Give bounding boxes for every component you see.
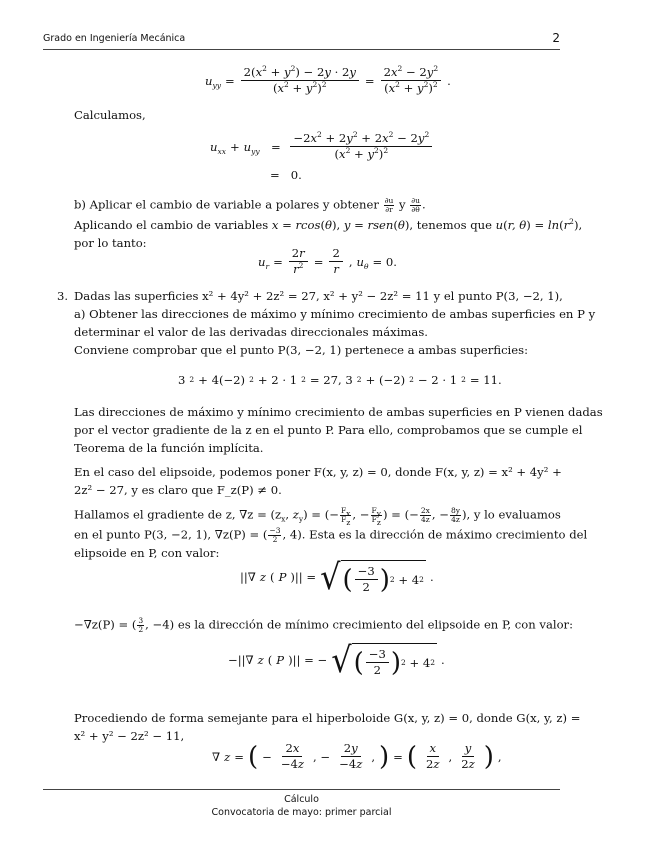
footer-course: Cálculo xyxy=(284,794,319,805)
hallamos-line2: en el punto P(3, −2, 1), ∇z(P) = ( $\frac{-3}{2}$ , 4). Esta es la dirección de máximo crecimiento del xyxy=(74,526,588,544)
equation-laplacian: $u_{xx}$ + $u_{yy}$ = $\frac{-2x^2 + 2y^2 + 2x^2 - 2y^2}{(x^2 + y^2)^2}$ xyxy=(210,132,434,161)
equation-ur: $u_r$ = $\frac{2r}{r^2}$ = $\frac{2}{r}$ , $u_\theta$ = 0. xyxy=(258,246,397,276)
para-dir-2: por el vector gradiente de la z en el punto P. Para ello, comprobamos que se cumple el xyxy=(74,423,583,437)
item3-line4: Conviene comprobar que el punto P(3, −2, 1) pertenece a ambas superficies: xyxy=(74,343,528,357)
item3-line1: Dadas las superficies x² + 4y² + 2z² = 27, x² + y² − 2z² = 11 y el punto P(3, −2, 1), xyxy=(74,289,563,303)
equation-norm-min: −||∇ z ( P )|| = − √ ( $\frac{-3}{2}$ ) 2 + 4 2 . xyxy=(228,639,445,681)
text-b-intro: b) Aplicar el cambio de variable a polares y obtener $\frac{\partial u}{\partial r}$ y $\frac{\partial u}{\partial\theta}$ . xyxy=(74,196,426,214)
hiper-line2: x² + y² − 2z² − 11, xyxy=(74,729,185,743)
header-rule xyxy=(43,49,560,50)
item3-number: 3. xyxy=(57,289,69,303)
text-aplicando: Aplicando el cambio de variables x = rcos(θ), y = rsen(θ), tenemos que u(r, $\theta) = \ln(r^2)$, xyxy=(74,217,583,232)
para-dir-1: Las direcciones de máximo y mínimo crecimiento de ambas superficies en P vienen dadas xyxy=(74,405,603,419)
item3-line2: a) Obtener las direcciones de máximo y mínimo crecimiento de ambas superficies en P y xyxy=(74,307,596,321)
header-page-number: 2 xyxy=(552,31,560,45)
para-dir-3: Teorema de la función implícita. xyxy=(74,441,264,455)
text-calculamos: Calculamos, xyxy=(74,108,146,122)
min-line: −∇z(P) = ( $\frac{3}{2}$ , −4) es la dirección de mínimo crecimiento del elipsoide en P, con valor: xyxy=(74,616,573,634)
footer-exam: Convocatoria de mayo: primer parcial xyxy=(211,807,392,818)
equation-zero: = 0. xyxy=(270,168,302,182)
elip-line2: 2z² − 27, y es claro que F_z(P) ≠ 0. xyxy=(74,483,282,497)
equation-check-point: 3 2 + 4(−2) 2 + 2 · 1 2 = 27, 3 2 + (−2) 2 − 2 · 1 2 = 11. xyxy=(178,373,502,387)
item3-line3: determinar el valor de las derivadas direccionales máximas. xyxy=(74,325,428,339)
hallamos-line3: elipsoide en P, con valor: xyxy=(74,546,220,560)
footer-rule xyxy=(43,789,560,790)
equation-uyy: $u_{yy}$ = $\frac{2(x^2 + y^2) - 2y \cdot 2y}{(x^2 + y^2)^2}$ = $\frac{2x^2 - 2y^2}{(x^2 + y^2)^2}$ . xyxy=(205,64,451,95)
hiper-line1: Procediendo de forma semejante para el hiperboloide G(x, y, z) = 0, donde G(x, y, z) = xyxy=(74,711,581,725)
text-por-lo-tanto: por lo tanto: xyxy=(74,236,147,250)
elip-line1: En el caso del elipsoide, podemos poner F(x, y, z) = 0, donde F(x, y, z) = x² + 4y² + xyxy=(74,465,562,479)
equation-gradient-hiper: ∇ z = ( − $\frac{2x}{-4z}$ , − $\frac{2y}{-4z}$ , ) = ( $\frac{x}{2z}$ , $\frac{y}{2z}$ ) , xyxy=(212,741,502,772)
hallamos-line1: Hallamos el gradiente de z, $\nabla z = (z_x$, $z_y$) = (− $\frac{F_x}{F_z}$ , − $\frac{F_y}{F_z}$ ) = (− $\frac{2x}{4z}$ , − $\frac{8y}{4z}$ ), y lo evaluamos xyxy=(74,506,561,527)
equation-norm-max: ||∇ z ( P )|| = √ ( $\frac{-3}{2}$ ) 2 + 4 2 . xyxy=(240,556,434,598)
header-course: Grado en Ingeniería Mecánica xyxy=(43,33,186,44)
